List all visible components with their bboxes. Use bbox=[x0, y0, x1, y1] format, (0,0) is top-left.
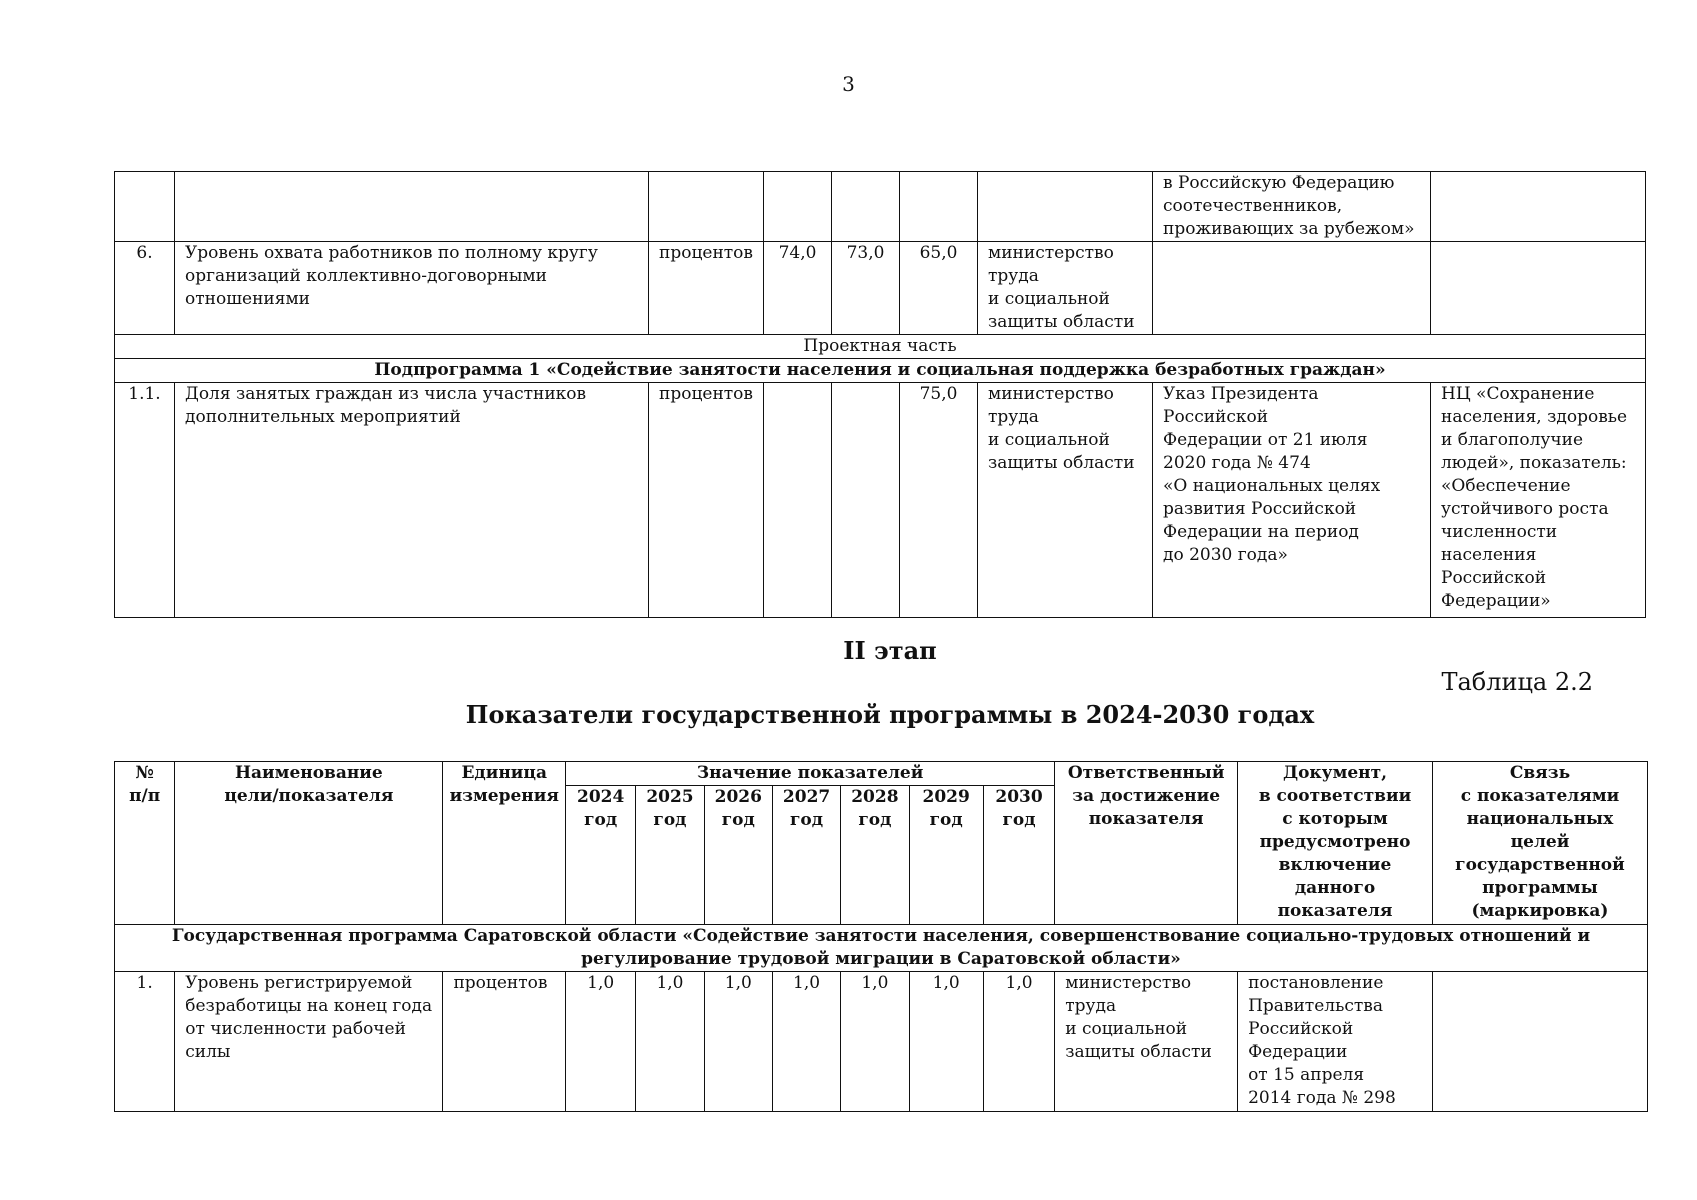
value-cell bbox=[832, 383, 900, 618]
header-year: 2030 год bbox=[983, 786, 1054, 925]
unit-cell: процентов bbox=[649, 242, 764, 335]
indicator-name: Доля занятых граждан из числа участников дополнительных мероприятий bbox=[175, 383, 649, 618]
value-cell bbox=[764, 383, 832, 618]
table-row bbox=[115, 242, 1646, 335]
document-cell: постановление Правительства Российской Федерации от 15 апреля 2014 года № 298 bbox=[1238, 972, 1433, 1112]
project-part-heading: Проектная часть bbox=[115, 335, 1646, 359]
header-unit: Единица измерения bbox=[443, 762, 566, 925]
table-row bbox=[115, 383, 1646, 618]
header-link: Связь с показателями национальных целей государственной программы (маркировка) bbox=[1432, 762, 1647, 925]
value-cell: 1,0 bbox=[566, 972, 636, 1112]
document-cell bbox=[1153, 242, 1431, 335]
indicator-name: Уровень охвата работников по полному кругу организаций коллективно-договорными отношениями bbox=[175, 242, 649, 335]
document-cell: в Российскую Федерацию соотечественников, проживающих за рубежом» bbox=[1153, 172, 1431, 242]
value-cell: 75,0 bbox=[900, 383, 978, 618]
header-year: 2028 год bbox=[841, 786, 909, 925]
row-number: 1. bbox=[115, 972, 175, 1112]
header-responsible: Ответственный за достижение показателя bbox=[1055, 762, 1238, 925]
link-cell: НЦ «Сохранение населения, здоровье и благополучие людей», показатель: «Обеспечение устойчивого роста численности населения Российской Федерации» bbox=[1431, 383, 1646, 618]
header-year: 2029 год bbox=[909, 786, 983, 925]
value-cell: 74,0 bbox=[764, 242, 832, 335]
value-cell: 1,0 bbox=[772, 972, 840, 1112]
value-cell: 1,0 bbox=[704, 972, 772, 1112]
header-document: Документ, в соответствии с которым предусмотрено включение данного показателя bbox=[1238, 762, 1433, 925]
value-cell: 1,0 bbox=[636, 972, 704, 1112]
table-row bbox=[115, 972, 1648, 1112]
indicators-table bbox=[114, 761, 1648, 1112]
row-number: 6. bbox=[115, 242, 175, 335]
header-year: 2027 год bbox=[772, 786, 840, 925]
value-cell: 65,0 bbox=[900, 242, 978, 335]
section-row bbox=[115, 925, 1648, 972]
header-year: 2024 год bbox=[566, 786, 636, 925]
header-year: 2025 год bbox=[636, 786, 704, 925]
indicators-table-continued bbox=[114, 171, 1646, 618]
value-cell: 1,0 bbox=[909, 972, 983, 1112]
header-values: Значение показателей bbox=[566, 762, 1055, 786]
subprogram-heading: Подпрограмма 1 «Содействие занятости населения и социальная поддержка безработных граждан» bbox=[115, 359, 1646, 383]
table-row bbox=[115, 172, 1646, 242]
link-cell bbox=[1432, 972, 1647, 1112]
value-cell: 1,0 bbox=[983, 972, 1054, 1112]
document-cell: Указ Президента Российской Федерации от 21 июля 2020 года № 474 «О национальных целях развития Российской Федерации на период до 2030 года» bbox=[1153, 383, 1431, 618]
section-row bbox=[115, 359, 1646, 383]
unit-cell: процентов bbox=[443, 972, 566, 1112]
responsible-cell: министерство труда и социальной защиты области bbox=[978, 242, 1153, 335]
header-year: 2026 год bbox=[704, 786, 772, 925]
header-name: Наименование цели/показателя bbox=[175, 762, 443, 925]
link-cell bbox=[1431, 242, 1646, 335]
responsible-cell: министерство труда и социальной защиты области bbox=[1055, 972, 1238, 1112]
row-number: 1.1. bbox=[115, 383, 175, 618]
table-title: Показатели государственной программы в 2024-2030 годах bbox=[465, 700, 1315, 729]
unit-cell: процентов bbox=[649, 383, 764, 618]
stage-title: II этап bbox=[843, 636, 937, 665]
value-cell: 1,0 bbox=[841, 972, 909, 1112]
page-number: 3 bbox=[842, 72, 855, 96]
table-number: Таблица 2.2 bbox=[1441, 668, 1593, 696]
value-cell: 73,0 bbox=[832, 242, 900, 335]
program-heading: Государственная программа Саратовской области «Содействие занятости населения, совершенствование социально-трудовых отношений и регулирование трудовой миграции в Саратовской области» bbox=[115, 925, 1648, 972]
header-num: № п/п bbox=[115, 762, 175, 925]
responsible-cell: министерство труда и социальной защиты области bbox=[978, 383, 1153, 618]
header-row bbox=[115, 762, 1648, 786]
section-row bbox=[115, 335, 1646, 359]
indicator-name: Уровень регистрируемой безработицы на конец года от численности рабочей силы bbox=[175, 972, 443, 1112]
